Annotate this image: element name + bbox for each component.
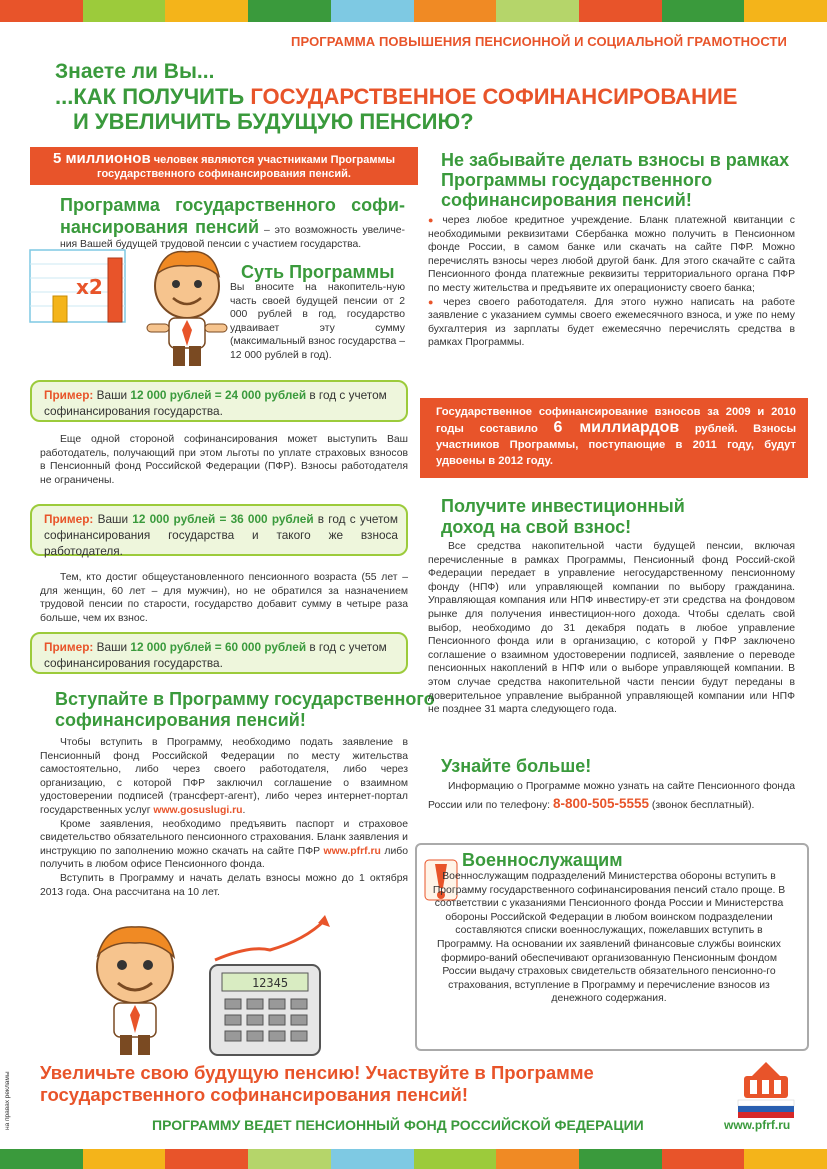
join-paragraph-1 — [40, 736, 408, 818]
join-p1-text: Чтобы вступить в Программу, необходимо подать заявление в Пенсионный фонд Российской Федерации по месту жительства самостоятельно, либо через своего работодателя, либо через организацию, с которой ПФР заключил соглашение о взаимном удостоверении подписей (трансферт-агент), либо через интернет-портал государственных услуг — [40, 737, 408, 816]
example-box-3 — [30, 632, 408, 674]
billions-banner — [420, 398, 808, 478]
example-1-label: Пример: — [44, 388, 94, 402]
bottom-color-stripe — [0, 1149, 827, 1169]
learn-more-heading: Узнайте больше! — [441, 756, 592, 776]
example-3-label: Пример: — [44, 640, 94, 654]
join-paragraph-3: Вступить в Программу и начать делать взносы можно до 1 октября 2013 года. Она рассчитана на 10 лет. — [40, 872, 408, 898]
employer-paragraph: Еще одной стороной софинансирования может выступить Ваш работодатель, получающий при этом льготы по уплате страховых взносов в Пенсионный фонд Российской Федерации (ПФР). Взносы работодателя не ограничены. — [40, 434, 408, 486]
learn-text-b: (звонок бесплатный). — [649, 800, 755, 811]
fees-heading: Не забывайте делать взносы в рамках Программы государственного софинансирования пенсий! — [441, 150, 790, 210]
hotline-phone[interactable]: 8-800-505-5555 — [552, 796, 650, 811]
advertising-note: на правах рекламы — [4, 1071, 11, 1130]
join-paragraph-2 — [40, 818, 408, 872]
essence-heading: Суть Программы — [241, 262, 395, 282]
footer-slogan-line-1: Увеличьте свою будущую пенсию! Участвуйте в Программе — [40, 1062, 594, 1083]
example-2-text-b: в год с учетом софинансирования государства и такого же взноса работодателя. — [44, 512, 398, 558]
example-3-text-a: Ваши — [93, 640, 131, 654]
page-title — [55, 84, 737, 134]
millions-banner — [30, 147, 418, 185]
calculator-display: 12345 — [251, 976, 289, 990]
footer-fund-line: ПРОГРАММУ ВЕДЕТ ПЕНСИОННЫЙ ФОНД РОССИЙСКОЙ ФЕДЕРАЦИИ — [152, 1117, 644, 1133]
example-2-text-a: Ваши — [93, 512, 133, 526]
join-heading-line-2: софинансирования пенсий! — [55, 710, 306, 730]
title-highlight: ГОСУДАРСТВЕННОЕ СОФИНАНСИРОВАНИЕ — [250, 84, 738, 109]
example-2-highlight: 12 000 рублей = 36 000 рублей — [132, 512, 314, 526]
example-box-2 — [30, 504, 408, 556]
program-heading: Программа государственного софи- — [60, 195, 405, 215]
example-box-1 — [30, 380, 408, 422]
banner-rest: человек являются участниками Программы государственного софинансирования пенсий. — [97, 154, 396, 180]
gosuslugi-link[interactable]: www.gosuslugi.ru — [153, 804, 243, 816]
x2-label: x2 — [76, 275, 103, 299]
income-heading — [441, 496, 685, 538]
join-p2-end: либо получить в любом офисе Пенсионного фонда. — [40, 845, 409, 871]
example-2-label: Пример: — [44, 512, 94, 526]
billions-number: 6 миллиардов — [553, 419, 680, 436]
program-heading-2: нансирования пенсий — [60, 217, 260, 237]
billions-text-b: рублей. Взносы участников Программы, поступающие в 2011 году, будут удвоены в 2012 году. — [436, 423, 796, 467]
example-3-text-b: в год с учетом софинансирования государства. — [44, 640, 387, 670]
fees-text — [428, 214, 795, 350]
cartoon-boy-illustration — [135, 246, 240, 371]
income-text: Все средства накопительной части будущей пенсии, включая перечисленные в рамках Программы, Пенсионный фонд Россий-ской Федерации передает в управление негосударственному пенсионному фонду (НПФ) или управляющей компании по выбору гражданина. Управляющая компания или НПФ инвестиру-ет эти средства на фондовом рынке для получения инвестицион-ного дохода. Чтобы сделать свой выбор, необходимо до 31 декабря подать в любое управление Пенсионного фонда или в организацию, с которой у ПФР заключено соглашение о взаимном удостоверении подписей, заявление о переводе пенсионных накоплений в НПФ или о выборе управляющей компании. В этом случае средства накопительной части пенсии будут переданы в доверительное управление выбранной управляющей компании или НПФ не позднее 31 марта следующего года. — [428, 541, 795, 716]
billions-text-a: Государственное софинансирование взносов за 2009 и 2010 годы составило — [436, 406, 796, 435]
fees-bullet-1 — [428, 214, 795, 296]
example-3-highlight: 12 000 рублей = 60 000 рублей — [130, 640, 307, 654]
pfrf-link[interactable]: www.pfrf.ru — [323, 845, 381, 857]
join-heading-line-1: Вступайте в Программу государственного — [55, 689, 435, 709]
subtitle: Знаете ли Вы... — [55, 60, 215, 83]
learn-more-text — [428, 778, 795, 814]
footer-slogan — [40, 1062, 594, 1106]
join-p2-text: Кроме заявления, необходимо предъявить паспорт и страховое свидетельство обязательного пенсионного страхования. Бланк заявления и инструкцию по заполнению можно скачать на сайте ПФР — [40, 818, 408, 857]
join-p1-end: . — [242, 804, 246, 816]
military-heading: Военнослужащим — [462, 850, 623, 870]
income-heading-line-2: доход на свой взнос! — [441, 517, 632, 537]
join-text — [40, 736, 408, 899]
example-1-text-a: Ваши — [93, 388, 131, 402]
boy-with-calculator-illustration — [80, 915, 380, 1057]
fees-bullet-2-text: через своего работодателя. Для этого нужно написать на работе заявление с указанием суммы своего ежемесячного взноса, и уже по нему бухгалтерия из зарплаты будет ежемесячно перечислять средства в рамках Программы. — [428, 296, 796, 349]
footer-slogan-line-2: государственного софинансирования пенсий! — [40, 1084, 469, 1105]
example-1-highlight: 12 000 рублей = 24 000 рублей — [130, 388, 307, 402]
military-text: Военнослужащим подразделений Министерства обороны вступить в Программу государственного софинансирования пенсий стало проще. В соответствии с указаниями Пенсионного фонда России и Министерства обороны Российской Федерации в любом воинском подразделении составляются списки военнослужащих, пожелавших вступить в Программу. На основании их заявлений финансовые службы воинских формиро-ваний обеспечивают организованную Пенсионным фондом России выдачу страховых свидетельств обязательного пенсионно-го страхования, вступление в Программу и перечисление взносов из денежного содержания. — [432, 871, 786, 1005]
program-line-heading: ПРОГРАММА ПОВЫШЕНИЯ ПЕНСИОННОЙ И СОЦИАЛЬНОЙ ГРАМОТНОСТИ — [291, 34, 787, 49]
fees-bullet-1-text: через любое кредитное учреждение. Бланк платежной квитанции с необходимыми реквизитами Сбербанка можно получить в Пенсионном фонде России, в самом банке или скачать на сайте ПФР. Можно перечислять взносы через любой другой банк. Для этого скачайте с сайта Пенсионного фонда платежные реквизиты территориального органа ПФР по месту жительства и предъявите их операционисту своего банка; — [428, 215, 796, 294]
join-heading — [55, 689, 435, 731]
banner-number: 5 миллионов — [52, 150, 151, 167]
retirement-paragraph: Тем, кто достиг общеустановленного пенсионного возраста (55 лет – для женщин, 60 лет – для мужчин), но не обратился за назначением трудовой пенсии по старости, государство добавит сумму в четыре раза больше, чем их взнос. — [40, 572, 408, 624]
essence-text: Вы вносите на накопитель-ную часть своей будущей пенсии от 2 000 рублей в год, государство удваивает эту сумму (максимальный взнос государства – 12 000 рублей в год). — [230, 282, 405, 361]
title-line-2: И УВЕЛИЧИТЬ БУДУЩУЮ ПЕНСИЮ? — [73, 109, 474, 134]
footer-site-link[interactable]: www.pfrf.ru — [724, 1118, 791, 1132]
top-color-stripe — [0, 0, 827, 22]
program-desc-text: – это возможность увеличе-ния Вашей будущей трудовой пенсии с участием государства. — [60, 225, 405, 250]
growth-chart-illustration — [20, 246, 132, 326]
fees-bullet-2 — [428, 296, 795, 350]
income-heading-line-1: Получите инвестиционный — [441, 496, 685, 516]
learn-text-a: Информацию о Программе можно узнать на сайте Пенсионного фонда России или по телефону: — [428, 781, 795, 811]
example-1-text-b: в год с учетом софинансирования государства. — [44, 388, 387, 418]
pfr-logo-icon — [730, 1058, 802, 1120]
title-prefix: ...КАК ПОЛУЧИТЬ — [55, 84, 251, 109]
